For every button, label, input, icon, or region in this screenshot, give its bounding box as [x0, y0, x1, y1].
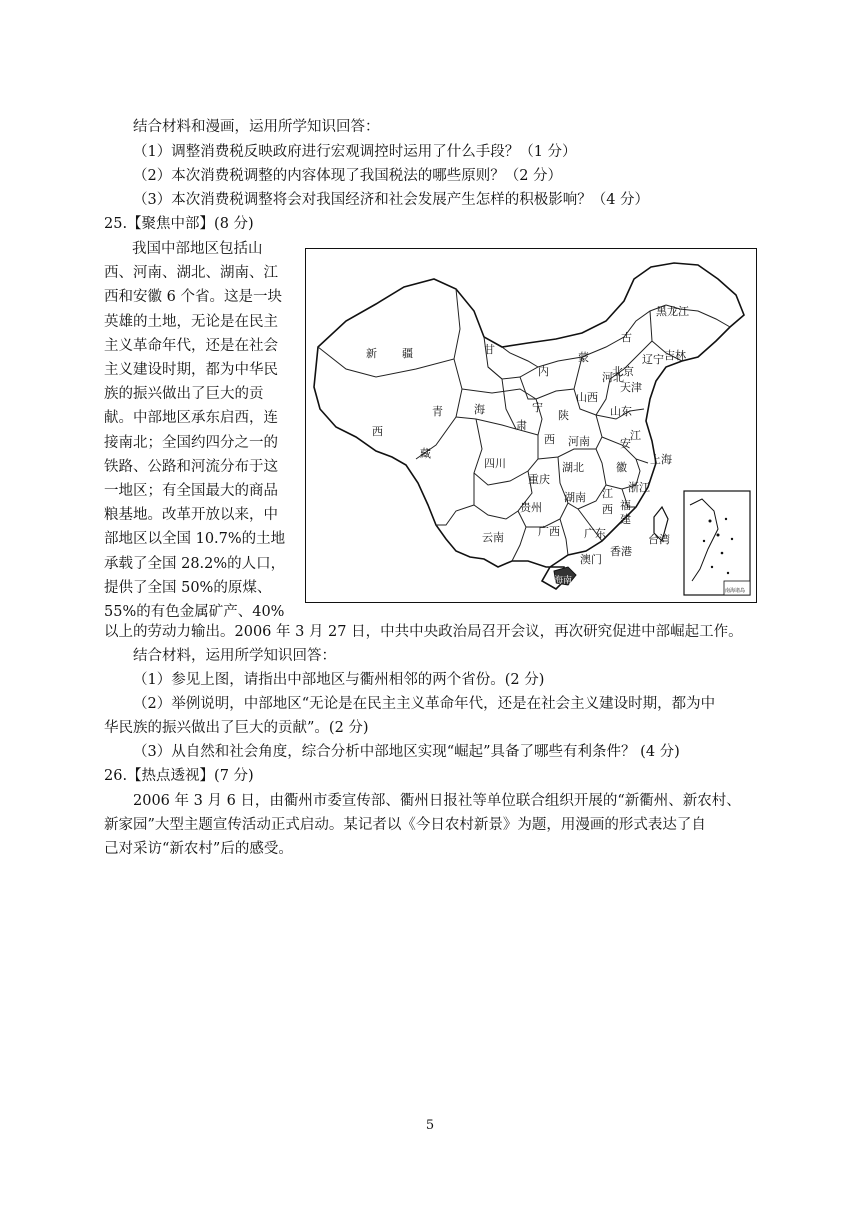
label-xizang-xi: 西 — [372, 425, 383, 438]
label-anhui-hui: 徽 — [616, 461, 627, 474]
label-guangxi: 广西 — [538, 525, 560, 538]
label-neimenggu-nei: 内 — [538, 365, 549, 378]
label-hongkong: 香港 — [610, 545, 632, 558]
label-jiangxi-xi: 西 — [602, 503, 613, 516]
label-neimenggu-gu: 古 — [621, 331, 632, 344]
q24-item-1: （1）调整消费税反映政府进行宏观调控时运用了什么手段？（1 分） — [133, 144, 577, 160]
label-henan: 河南 — [568, 435, 590, 448]
passage-line: 西、河南、湖北、湖南、江 — [104, 265, 278, 282]
passage-line: 一地区；有全国最大的商品 — [104, 483, 278, 500]
label-gansu-su: 肃 — [516, 419, 527, 432]
page-number: 5 — [425, 1118, 435, 1133]
passage-line: 主义革命年代，还是在社会 — [104, 337, 278, 354]
label-hubei: 湖北 — [562, 461, 584, 474]
q26-line-2: 新家园”大型主题宣传活动正式启动。某记者以《今日农村新景》为题，用漫画的形式表达了自 — [104, 817, 706, 833]
label-qinghai-hai: 海 — [474, 403, 485, 416]
label-xinjiang-jiang: 疆 — [402, 347, 413, 360]
label-shanxi: 山西 — [576, 391, 598, 404]
label-gansu-gan: 甘 — [484, 343, 495, 356]
label-yunnan: 云南 — [482, 531, 504, 544]
passage-line: 55%的有色金属矿产、40% — [104, 604, 285, 621]
q25-passage — [104, 237, 290, 624]
label-taiwan: 台湾 — [648, 533, 670, 546]
inset-frame — [684, 491, 750, 595]
china-map-svg — [306, 249, 758, 604]
passage-line: 接南北；全国约四分之一的 — [104, 434, 278, 451]
label-beijing: 北京 — [612, 365, 634, 378]
label-jiangsu-jiang: 江 — [630, 429, 641, 442]
q26-heading: 26.【热点透视】(7 分) — [104, 768, 254, 784]
label-shandong: 山东 — [610, 405, 632, 418]
label-neimenggu-meng: 蒙 — [578, 351, 589, 364]
label-qinghai-qing: 青 — [432, 405, 443, 418]
label-hainan: 海南 — [554, 576, 573, 586]
label-tianjin: 天津 — [620, 381, 642, 394]
label-guizhou: 贵州 — [520, 501, 542, 514]
label-nanhai-islands: 南海诸岛 — [725, 588, 746, 594]
q25-question-3: （3）从自然和社会角度，综合分析中部地区实现“崛起”具备了哪些有利条件？ (4 分) — [133, 744, 680, 760]
passage-line: 部地区以全国 10.7%的土地 — [104, 531, 286, 548]
q25-question-1: （1）参见上图，请指出中部地区与衢州相邻的两个省份。(2 分) — [133, 672, 545, 688]
label-liaoning: 辽宁 — [642, 353, 664, 366]
q25-question-2-line-2: 华民族的振兴做出了巨大的贡献”。(2 分) — [104, 720, 369, 736]
label-jilin: 吉林 — [664, 349, 686, 362]
passage-line: 承载了全国 28.2%的人口， — [104, 555, 286, 572]
q26-line-1: 2006 年 3 月 6 日，由衢州市委宣传部、衢州日报社等单位联合组织开展的“新衢州、新农村、 — [133, 793, 741, 809]
label-xinjiang-xin: 新 — [366, 347, 377, 360]
china-map-figure — [305, 248, 757, 603]
label-shaanxi-shan: 陕 — [558, 409, 569, 422]
label-macau: 澳门 — [580, 553, 602, 566]
label-fujian-jian: 建 — [620, 513, 631, 526]
passage-line: 粮基地。改革开放以来，中 — [104, 507, 278, 524]
passage-line: 族的振兴做出了巨大的贡 — [104, 386, 264, 403]
label-fujian-fu: 福 — [620, 499, 631, 512]
q25-instruction: 结合材料，运用所学知识回答： — [133, 648, 336, 664]
label-zhejiang: 浙江 — [628, 481, 650, 494]
label-jiangxi-jiang: 江 — [602, 487, 613, 500]
label-xizang-zang: 藏 — [420, 447, 431, 460]
passage-line: 我国中部地区包括山 — [132, 241, 263, 257]
label-chongqing: 重庆 — [528, 473, 550, 486]
q25-heading: 25.【聚焦中部】(8 分) — [104, 216, 254, 232]
label-shanghai: 上海 — [650, 453, 672, 466]
label-guangdong: 广东 — [584, 527, 606, 540]
label-hebei: 河北 — [602, 371, 624, 384]
label-sichuan: 四川 — [484, 457, 506, 470]
q25-question-2-line-1: （2）举例说明，中部地区“无论是在民主主义革命年代，还是在社会主义建设时期，都为中 — [133, 696, 716, 712]
q24-item-3: （3）本次消费税调整将会对我国经济和社会发展产生怎样的积极影响？（4 分） — [133, 192, 650, 208]
passage-line: 提供了全国 50%的原煤、 — [104, 579, 272, 596]
q24-item-2: （2）本次消费税调整的内容体现了我国税法的哪些原则？（2 分） — [133, 168, 563, 184]
passage-line: 英雄的土地，无论是在民主 — [104, 313, 278, 330]
label-heilongjiang: 黑龙江 — [656, 305, 689, 318]
q24-intro: 结合材料和漫画，运用所学知识回答： — [133, 119, 380, 135]
label-hunan: 湖南 — [564, 491, 586, 504]
passage-line: 铁路、公路和河流分布于这 — [104, 458, 278, 475]
label-shaanxi-xi: 西 — [544, 433, 555, 446]
passage-line: 主义建设时期，都为中华民 — [104, 362, 278, 379]
q25-passage-tail: 以上的劳动力输出。2006 年 3 月 27 日，中共中央政治局召开会议，再次研究促进中部崛起工作。 — [104, 624, 743, 640]
label-ningxia: 宁 — [532, 401, 543, 414]
passage-line: 西和安徽 6 个省。这是一块 — [104, 289, 282, 306]
passage-line: 献。中部地区承东启西，连 — [104, 410, 278, 427]
label-anhui-an: 安 — [620, 437, 631, 450]
q26-line-3: 己对采访“新农村”后的感受。 — [104, 841, 293, 857]
